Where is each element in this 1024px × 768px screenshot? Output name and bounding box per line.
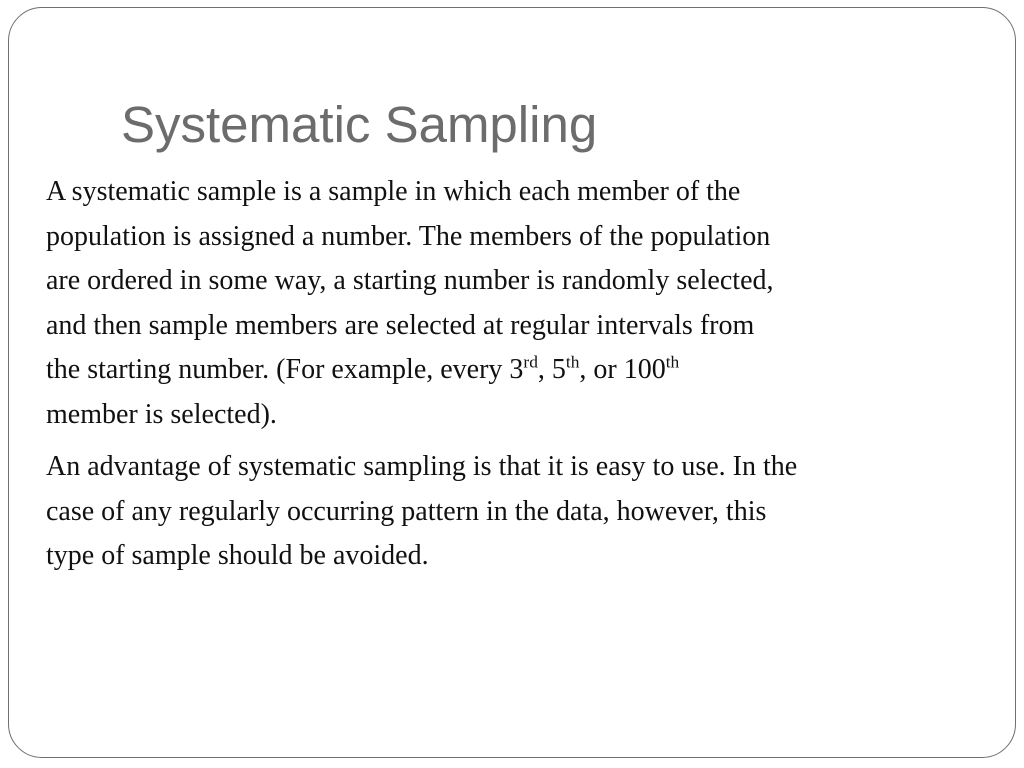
text-line: type of sample should be avoided. xyxy=(46,540,429,571)
text-line: case of any regularly occurring pattern in the data, however, this xyxy=(46,495,767,527)
text-line-example xyxy=(46,348,976,393)
superscript-th: th xyxy=(665,352,680,372)
text-line: A systematic sample is a sample in which each member of the xyxy=(46,176,741,207)
text-line: and then sample members are selected at regular intervals from xyxy=(46,309,755,341)
text-line: are ordered in some way, a starting number is randomly selected, xyxy=(46,265,774,296)
slide-title: Systematic Sampling xyxy=(121,96,598,153)
paragraph-advantage xyxy=(46,445,976,579)
superscript-rd: rd xyxy=(523,352,538,372)
example-separator: , 5 xyxy=(537,354,566,385)
example-prefix: the starting number. (For example, every 3 xyxy=(46,354,524,385)
example-separator: , or 100 xyxy=(579,354,666,385)
text-line: population is assigned a number. The members of the population xyxy=(46,220,771,252)
text-line: member is selected). xyxy=(46,398,277,430)
superscript-th: th xyxy=(565,352,580,372)
slide-body xyxy=(46,170,976,579)
text-line: An advantage of systematic sampling is that it is easy to use. In the xyxy=(46,451,798,482)
paragraph-definition xyxy=(46,170,976,437)
